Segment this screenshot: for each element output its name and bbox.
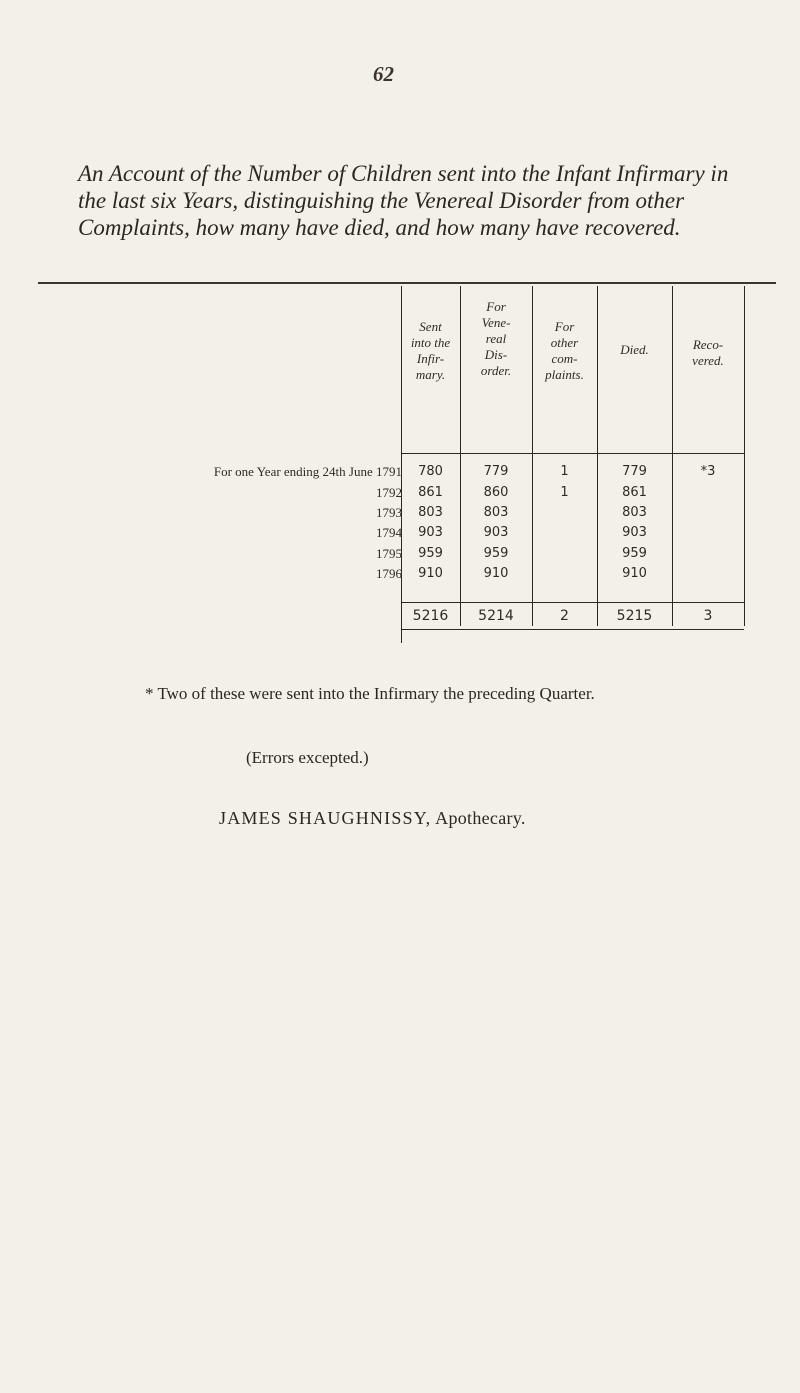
cell-venereal: 803 xyxy=(483,505,509,520)
header-recovered: Reco- vered. xyxy=(692,337,724,368)
cell-sent: 780 xyxy=(418,464,443,479)
footnote: * Two of these were sent into the Infirmary the preceding Quarter. xyxy=(145,684,595,703)
row-label: 1794 xyxy=(376,525,402,540)
signature-name: JAMES SHAUGHNISSY, xyxy=(219,808,432,828)
document-title: An Account of the Number of Children sent into the Infant Infirmary in the last six Years, distinguishing the Venereal Disorder from other Complaints, how many have died, and how many have recovered. xyxy=(78,161,729,240)
header-sent-into-infirmary: Sent into the Infir- mary. xyxy=(410,319,451,382)
total-other: 2 xyxy=(560,608,569,624)
cell-sent: 803 xyxy=(418,505,443,520)
data-table xyxy=(0,284,800,644)
cell-other: 1 xyxy=(560,485,569,500)
cell-sent: 910 xyxy=(418,566,443,581)
row-label: For one Year ending 24th June 1791 xyxy=(213,464,402,479)
cell-died: 959 xyxy=(622,546,647,561)
cell-venereal: 910 xyxy=(483,566,509,581)
cell-venereal: 779 xyxy=(483,464,509,479)
cell-died: 910 xyxy=(622,566,647,581)
cell-recovered: *3 xyxy=(700,464,716,479)
cell-venereal: 860 xyxy=(483,485,509,500)
cell-died: 903 xyxy=(622,525,647,540)
header-other-complaints: For other com- plaints. xyxy=(545,319,584,382)
cell-sent: 903 xyxy=(418,525,443,540)
page-number: 62 xyxy=(373,62,394,86)
signature-title: Apothecary. xyxy=(435,808,526,828)
signature xyxy=(219,808,526,829)
header-rule xyxy=(402,453,744,454)
cell-venereal: 959 xyxy=(483,546,509,561)
column-divider xyxy=(744,286,745,626)
row-label: 1795 xyxy=(376,546,402,561)
header-died: Died. xyxy=(620,342,649,357)
cell-sent: 959 xyxy=(418,546,443,561)
cell-other: 1 xyxy=(560,464,569,479)
row-label: 1792 xyxy=(376,485,402,500)
errors-excepted-note: (Errors excepted.) xyxy=(246,748,369,767)
total-recovered: 3 xyxy=(703,608,713,624)
totals-rule xyxy=(402,602,744,603)
total-venereal: 5214 xyxy=(478,608,514,624)
cell-sent: 861 xyxy=(418,485,443,500)
header-venereal-disorder: For Vene- real Dis- order. xyxy=(480,299,512,378)
cell-venereal: 903 xyxy=(483,525,509,540)
cell-died: 779 xyxy=(622,464,647,479)
row-label: 1796 xyxy=(376,566,402,581)
total-sent: 5216 xyxy=(412,608,449,624)
cell-died: 803 xyxy=(622,505,647,520)
total-died: 5215 xyxy=(616,608,653,624)
row-label: 1793 xyxy=(376,505,402,520)
totals-rule xyxy=(402,629,744,630)
cell-died: 861 xyxy=(622,485,647,500)
